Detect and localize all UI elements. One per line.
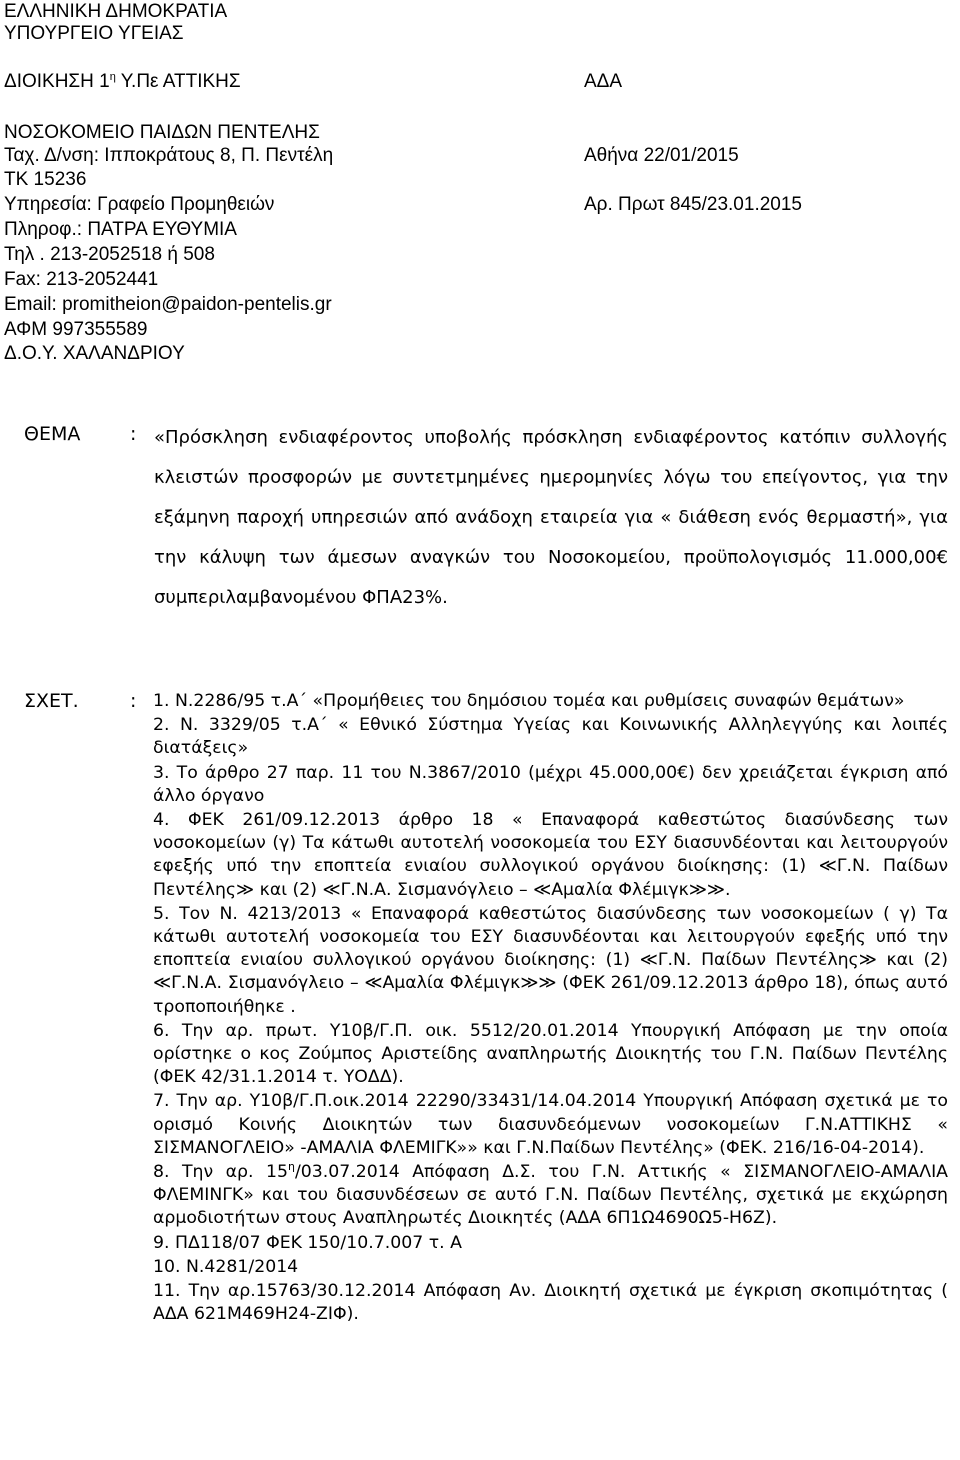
reference-item-11: 11. Την αρ.15763/30.12.2014 Απόφαση Αν. Διοικητή σχετικά με έγκριση σκοπιμότητας ( ΑΔΑ 621Μ469Η24-ΖΙΦ). <box>153 1281 948 1325</box>
tax-office: Δ.Ο.Υ. ΧΑΛΑΝΔΡΙΟΥ <box>4 343 185 364</box>
tax-id: ΑΦΜ 997355589 <box>4 319 148 340</box>
protocol-number: Αρ. Πρωτ 845/23.01.2015 <box>584 194 802 215</box>
reference-item-9: 9. ΠΔ118/07 ΦΕΚ 150/10.7.007 τ. Α <box>153 1232 462 1253</box>
reference-item-8-rest: /03.07.2014 Απόφαση Δ.Σ. του Γ.Ν. Αττικής « ΣΙΣΜΑΝΟΓΛΕΙΟ-ΑΜΑΛΙΑ ΦΛΕΜΙΝΓΚ» και του διασυνδέσεων σε αυτό Γ.Ν. Παίδων Πεντέλης, σχετικά με εκχώρηση αρμοδιοτήτων στους Αναπληρωτές Διοικητές (ΑΔΑ 6Π1Ω4690Ω5-Η6Ζ). <box>153 1162 948 1229</box>
subject-text: «Πρόσκληση ενδιαφέροντος υποβολής πρόσκληση ενδιαφέροντος κατόπιν συλλογής κλειστών προσφορών με συντετμημένες ημερομηνίες λόγω του επείγοντος, για την εξάμηνη παροχή υπηρεσιών από ανάδοχη εταιρεία για « διάθεση ενός θερμαστή», για την κάλυψη των άμεσων αναγκών του Νοσοκομείου, προϋπολογισμός 11.000,00€ συμπεριλαμβανομένου ΦΠΑ23%. <box>154 427 948 608</box>
service-name: Υπηρεσία: Γραφείο Προμηθειών <box>4 194 275 215</box>
health-region-prefix: ΔΙΟΙΚΗΣΗ 1 <box>4 71 110 92</box>
references-label: ΣΧΕΤ. <box>24 690 79 712</box>
email-address: Email: promitheion@paidon-pentelis.gr <box>4 294 332 315</box>
reference-item-8 <box>153 1161 948 1231</box>
hospital-name: ΝΟΣΟΚΟΜΕΙΟ ΠΑΙΔΩΝ ΠΕΝΤΕΛΗΣ <box>4 122 320 143</box>
reference-item-6: 6. Την αρ. πρωτ. Υ10β/Γ.Π. οικ. 5512/20.01.2014 Υπουργική Απόφαση με την οποία ορίστηκε ο κος Ζούμπος Αριστείδης αναπληρωτής Διοικητής του Γ.Ν. Παίδων Πεντέλης (ΦΕΚ 42/31.1.2014 τ. ΥΟΔΔ). <box>153 1020 948 1088</box>
fax-number: Fax: 213-2052441 <box>4 269 159 290</box>
reference-item-3: 3. Το άρθρο 27 παρ. 11 του Ν.3867/2010 (μέχρι 45.000,00€) δεν χρειάζεται έγκριση από άλλο όργανο <box>153 762 948 806</box>
health-region-sup: η <box>109 71 116 83</box>
ministry-name: ΥΠΟΥΡΓΕΙΟ ΥΓΕΙΑΣ <box>4 23 184 44</box>
reference-item-8-sup: η <box>287 1160 295 1174</box>
phone-number: Τηλ . 213-2052518 ή 508 <box>4 244 215 265</box>
reference-item-5: 5. Τον Ν. 4213/2013 « Επαναφορά καθεστώτος διασύνδεσης των νοσοκομείων ( γ) Τα κάτωθι αυτοτελή νοσοκομεία του ΕΣΥ διασυνδέονται και λειτουργούν εφεξής υπό την εποπτεία ενιαίου συλλογικού οργάνου διοίκησης: (1) ≪Γ.Ν. Παίδων Πεντέλης≫ και (2) ≪Γ.Ν.Α. Σισμανόγλειο – ≪Αμαλία Φλέμιγκ≫≫ (ΦΕΚ 261/09.12.2013 άρθρο 18), όπως αυτό τροποποιήθηκε . <box>153 903 948 1017</box>
reference-item-2: 2. Ν. 3329/05 τ.Α΄ « Εθνικό Σύστημα Υγείας και Κοινωνικής Αλληλεγγύης και λοιπές διατάξεις» <box>153 715 948 759</box>
ada-label: ΑΔΑ <box>584 71 623 92</box>
document-date: Αθήνα 22/01/2015 <box>584 145 739 166</box>
reference-item-4: 4. ΦΕΚ 261/09.12.2013 άρθρο 18 « Επαναφορά καθεστώτος διασύνδεσης των νοσοκομείων (γ) Τα κάτωθι αυτοτελή νοσοκομεία του ΕΣΥ διασυνδέονται και λειτουργούν εφεξής υπό την εποπτεία ενιαίου συλλογικού οργάνου διοίκησης: (1) ≪Γ.Ν. Παίδων Πεντέλης≫ και (2) ≪Γ.Ν.Α. Σισμανόγλειο – ≪Αμαλία Φλέμιγκ≫≫. <box>153 810 948 900</box>
country-name: ΕΛΛΗΝΙΚΗ ΔΗΜΟΚΡΑΤΙΑ <box>4 1 228 22</box>
reference-item-8-start: 8. Την αρ. 15 <box>153 1162 288 1183</box>
reference-item-7: 7. Την αρ. Υ10β/Γ.Π.οικ.2014 22290/33431/14.04.2014 Υπουργική Απόφαση σχετικά με το ορισμό Κοινής Διοικητών των διασυνδεόμενων νοσοκομείων Γ.Ν.ΑΤΤΙΚΗΣ « ΣΙΣΜΑΝΟΓΛΕΙΟ» -ΑΜΑΛΙΑ ΦΛΕΜΙΓΚ»» και Γ.Ν.Παίδων Πεντέλης» (ΦΕΚ. 216/16-04-2014). <box>153 1091 948 1158</box>
subject-colon: : <box>130 423 137 445</box>
postcode: ΤΚ 15236 <box>4 169 87 190</box>
reference-item-1: 1. Ν.2286/95 τ.Α΄ «Προμήθειες του δημόσιου τομέα και ρυθμίσεις συναφών θεμάτων» <box>153 691 905 711</box>
contact-person: Πληροφ.: ΠΑΤΡΑ ΕΥΘΥΜΙΑ <box>4 219 237 240</box>
reference-item-10: 10. Ν.4281/2014 <box>153 1256 299 1277</box>
health-region-suffix: Υ.Πε ΑΤΤΙΚΗΣ <box>115 71 241 92</box>
health-region <box>4 70 241 94</box>
subject-label: ΘΕΜΑ <box>24 423 81 445</box>
references-list <box>153 690 948 1326</box>
references-colon: : <box>130 690 137 712</box>
postal-address: Ταχ. Δ/νση: Ιπποκράτους 8, Π. Πεντέλη <box>4 145 334 166</box>
